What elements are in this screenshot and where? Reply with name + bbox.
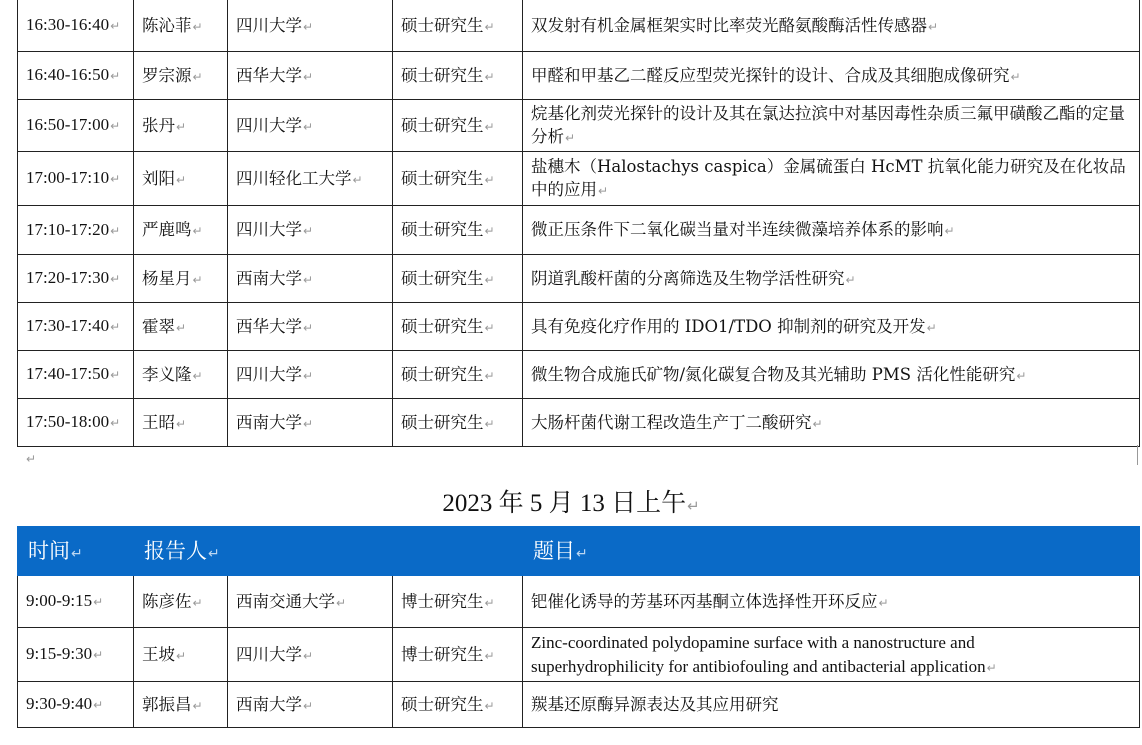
header-topic: 题目↵	[523, 527, 1140, 576]
degree-cell: 硕士研究生↵	[393, 351, 523, 399]
table-row	[18, 682, 1140, 728]
degree-cell: 硕士研究生↵	[393, 682, 523, 728]
page-margin-marker	[1137, 445, 1142, 465]
table-row	[18, 52, 1140, 100]
table-row	[18, 399, 1140, 447]
speaker-name-cell: 陈彦佐↵	[134, 576, 228, 628]
degree-cell: 硕士研究生↵	[393, 52, 523, 100]
speaker-name-cell: 罗宗源↵	[134, 52, 228, 100]
topic-line: superhydrophilicity for antibiofouling and antibacterial application↵	[531, 656, 997, 676]
time-cell: 16:30-16:40↵	[18, 0, 134, 52]
school-cell: 四川大学↵	[228, 351, 393, 399]
degree-cell: 硕士研究生↵	[393, 399, 523, 447]
topic-cell: 微生物合成施氏矿物/氮化碳复合物及其光辅助 PMS 活化性能研究↵	[523, 351, 1140, 399]
topic-cell: 大肠杆菌代谢工程改造生产丁二酸研究↵	[523, 399, 1140, 447]
topic-line: Zinc-coordinated polydopamine surface with a nanostructure and	[531, 632, 975, 652]
morning-schedule-table	[17, 526, 1140, 728]
school-cell: 四川大学↵	[228, 0, 393, 52]
school-cell: 西南大学↵	[228, 399, 393, 447]
degree-cell: 硕士研究生↵	[393, 0, 523, 52]
degree-cell: 硕士研究生↵	[393, 206, 523, 255]
degree-cell: 硕士研究生↵	[393, 303, 523, 351]
school-cell: 西华大学↵	[228, 52, 393, 100]
time-cell: 9:00-9:15↵	[18, 576, 134, 628]
speaker-name-cell: 郭振昌↵	[134, 682, 228, 728]
time-cell: 17:40-17:50↵	[18, 351, 134, 399]
topic-cell: 阴道乳酸杆菌的分离筛选及生物学活性研究↵	[523, 255, 1140, 303]
table-row	[18, 351, 1140, 399]
time-cell: 9:15-9:30↵	[18, 628, 134, 682]
time-cell: 9:30-9:40↵	[18, 682, 134, 728]
table-row	[18, 206, 1140, 255]
speaker-name-cell: 王昭↵	[134, 399, 228, 447]
school-cell: 西南大学↵	[228, 682, 393, 728]
table-row	[18, 576, 1140, 628]
time-cell: 17:30-17:40↵	[18, 303, 134, 351]
table-row	[18, 152, 1140, 206]
table-row	[18, 100, 1140, 152]
degree-cell: 博士研究生↵	[393, 628, 523, 682]
time-cell: 16:50-17:00↵	[18, 100, 134, 152]
speaker-name-cell: 严鹿鸣↵	[134, 206, 228, 255]
school-cell: 西南大学↵	[228, 255, 393, 303]
session-date-heading: 2023 年 5 月 13 日上午↵	[442, 490, 700, 517]
speaker-name-cell: 杨星月↵	[134, 255, 228, 303]
time-cell: 16:40-16:50↵	[18, 52, 134, 100]
degree-cell: 硕士研究生↵	[393, 255, 523, 303]
topic-cell: 钯催化诱导的芳基环丙基酮立体选择性开环反应↵	[523, 576, 1140, 628]
table-header-row	[18, 527, 1140, 576]
time-cell: 17:00-17:10↵	[18, 152, 134, 206]
school-cell: 四川大学↵	[228, 100, 393, 152]
degree-cell: 博士研究生↵	[393, 576, 523, 628]
topic-cell: 甲醛和甲基乙二醛反应型荧光探针的设计、合成及其细胞成像研究↵	[523, 52, 1140, 100]
school-cell: 西南交通大学↵	[228, 576, 393, 628]
topic-cell: 羰基还原酶异源表达及其应用研究	[523, 682, 1140, 728]
school-cell: 四川轻化工大学↵	[228, 152, 393, 206]
time-cell: 17:10-17:20↵	[18, 206, 134, 255]
school-cell: 四川大学↵	[228, 628, 393, 682]
speaker-name-cell: 李义隆↵	[134, 351, 228, 399]
speaker-name-cell: 刘阳↵	[134, 152, 228, 206]
header-speaker: 报告人↵	[134, 527, 523, 576]
school-cell: 西华大学↵	[228, 303, 393, 351]
table-row	[18, 0, 1140, 52]
topic-cell	[523, 628, 1140, 682]
topic-cell: 微正压条件下二氧化碳当量对半连续微藻培养体系的影响↵	[523, 206, 1140, 255]
speaker-name-cell: 张丹↵	[134, 100, 228, 152]
speaker-name-cell: 陈沁菲↵	[134, 0, 228, 52]
degree-cell: 硕士研究生↵	[393, 100, 523, 152]
table-row	[18, 628, 1140, 682]
time-cell: 17:50-18:00↵	[18, 399, 134, 447]
topic-cell: 盐穗木（Halostachys caspica）金属硫蛋白 HcMT 抗氧化能力研究及在化妆品中的应用↵	[523, 152, 1140, 206]
topic-cell: 具有免疫化疗作用的 IDO1/TDO 抑制剂的研究及开发↵	[523, 303, 1140, 351]
table-row	[18, 303, 1140, 351]
school-cell: 四川大学↵	[228, 206, 393, 255]
table-row	[18, 255, 1140, 303]
degree-cell: 硕士研究生↵	[393, 152, 523, 206]
time-cell: 17:20-17:30↵	[18, 255, 134, 303]
speaker-name-cell: 霍翠↵	[134, 303, 228, 351]
topic-cell: 烷基化剂荧光探针的设计及其在氯达拉滨中对基因毒性杂质三氟甲磺酸乙酯的定量分析↵	[523, 100, 1140, 152]
topic-cell: 双发射有机金属框架实时比率荧光酪氨酸酶活性传感器↵	[523, 0, 1140, 52]
speaker-name-cell: 王坡↵	[134, 628, 228, 682]
afternoon-schedule-table	[17, 0, 1140, 447]
header-time: 时间↵	[18, 527, 134, 576]
paragraph-mark: ↵	[26, 452, 37, 466]
